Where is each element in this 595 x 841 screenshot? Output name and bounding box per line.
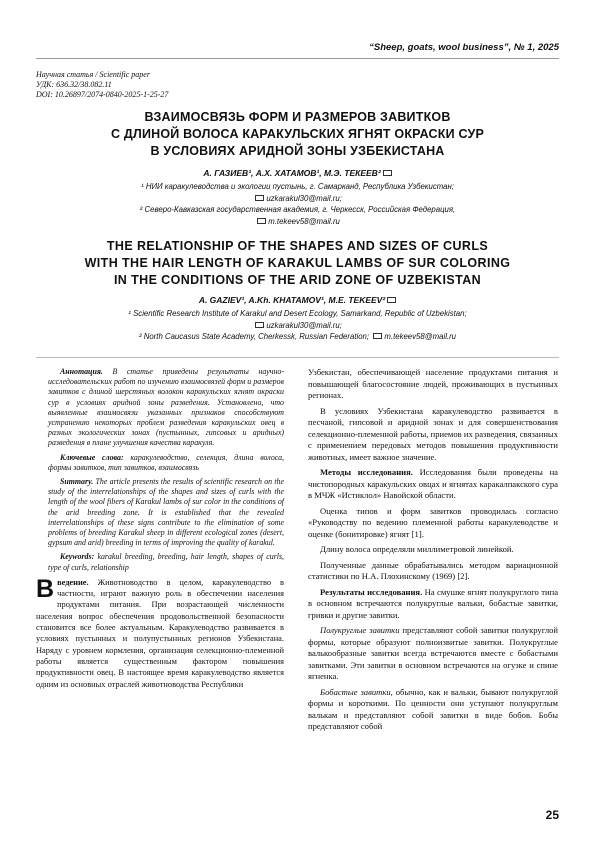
header-rule — [36, 58, 559, 59]
affiliation-line: ² North Caucasus State Academy, Cherkessk, Russian Federation; — [138, 332, 370, 341]
results-paragraph: Результаты исследования. На смушке ягнят полукруглого типа в основном встречаются полукруглые вальки, бобастые завитки, гривки и другие завитки. — [308, 586, 559, 620]
abstract-ru: Аннотация. В статье приведены результаты научно-исследовательских работ по изучению взаимосвязей форм и размеров завитков с длиной шерстяных волокон каракульских ягнят окраски сур в условиях аридной зоны разведения. Установлено, что выявленные взаимосвязи указанных признаков способствуют устранению некоторых проблем разведения каракульских овец в разных экологических зонах (пустынных, гипсовых и аридных) разведения в плане улучшения качества каракуля. — [48, 367, 284, 448]
right-column — [308, 367, 558, 737]
title-en — [36, 238, 559, 289]
title-ru — [36, 109, 559, 160]
mail-icon — [257, 218, 266, 224]
authors-en — [36, 295, 559, 305]
authors-ru-text: А. ГАЗИЕВ¹, А.Х. ХАТАМОВ¹, М.Э. ТЕКЕЕВ² — [203, 168, 381, 178]
title-en-line: THE RELATIONSHIP OF THE SHAPES AND SIZES OF CURLS — [106, 239, 489, 253]
paragraph: Бобастые завитки, обычно, как и вальки, бывают полукруглой формы и короткими. По ценности они уступают полукруглым валькам и представляют собой завитки в виде бобов. Бобы представляют собой — [308, 686, 559, 731]
title-ru-line: В УСЛОВИЯХ АРИДНОЙ ЗОНЫ УЗБЕКИСТАНА — [150, 144, 445, 158]
mail-icon — [255, 195, 264, 201]
methods-paragraph: Методы исследования. Исследования были проведены на чистопородных каракульских овцах и ягнятах каракалпакского сура в МЧЖ «Истиклол» Навойской области. — [308, 467, 558, 500]
affiliation-line: ¹ НИИ каракулеводства и экологии пустынь, г. Самарканд, Республика Узбекистан; — [141, 182, 454, 191]
affiliations-en — [36, 308, 559, 343]
title-ru-line: С ДЛИНОЙ ВОЛОСА КАРАКУЛЬСКИХ ЯГНЯТ ОКРАСКИ СУР — [110, 127, 485, 141]
title-en-line: WITH THE HAIR LENGTH OF KARAKUL LAMBS OF SUR COLORING — [84, 256, 511, 270]
affiliation-line: ¹ Scientific Research Institute of Karakul and Desert Ecology, Samarkand, Republic of Uzbekistan; — [128, 309, 467, 318]
summary-en: Summary. The article presents the results of scientific research on the study of the interrelationships of the shapes and sizes of curls with the length of the wool fibers of Karakul lambs of sur color in the conditions of the arid breeding zone. It is established that the revealed interrelationships of these signs contribute to the elimination of some problems of breeding Karakul sheep in different ecological zones (desert, gypsum and arid) breeding in terms of improving the quality of karakul. — [48, 477, 284, 548]
keywords-en: Keywords: karakul breeding, breeding, hair length, shapes of curls, type of curls, relationship — [48, 552, 284, 572]
keywords-ru: Ключевые слова: каракулеводство, селекция, длина волоса, формы завитков, тип завитков, взаимосвязь — [48, 452, 284, 472]
title-ru-line: ВЗАИМОСВЯЗЬ ФОРМ И РАЗМЕРОВ ЗАВИТКОВ — [144, 110, 451, 124]
email-link[interactable]: uzkarakul30@mail.ru; — [266, 320, 342, 330]
abstract-block — [48, 367, 284, 573]
page-number: 25 — [545, 808, 559, 822]
dropcap: В — [36, 574, 55, 603]
paragraph: Полученные данные обрабатывались методом вариационной статистики по Н.А. Плохинскому (1969) [2]. — [308, 559, 558, 581]
paragraph: Узбекистан, обеспечивающей население продуктами питания и повышающей благосостояние людей, проживающих в пустынных регионах. — [308, 367, 558, 400]
authors-en-text: A. GAZIEV¹, A.Kh. KHATAMOV¹, M.E. TEKEEV² — [198, 295, 386, 305]
mail-icon — [255, 322, 264, 328]
paragraph: Оценка типов и форм завитков проводилась согласно «Руководству по ведению племенной работы каракулеводстве и оценке (бонитировке) ягнят [1]. — [308, 505, 558, 539]
title-en-line: IN THE CONDITIONS OF THE ARID ZONE OF UZBEKISTAN — [113, 273, 482, 287]
email-link[interactable]: uzkarakul30@mail.ru; — [266, 193, 342, 203]
article-type: Научная статья / Scientific paper — [36, 70, 150, 79]
authors-ru — [36, 168, 559, 178]
mail-icon — [373, 333, 382, 339]
journal-header: “Sheep, goats, wool business”, № 1, 2025 — [369, 42, 559, 53]
paragraph: Полукруглые завитки представляют собой завитки полукруглой формы, которые образуют полноизвитые завитки. Полукруглые валькообразные завитки всегда встречаются вместе с бобастыми завитками. Эти завитки в основном встречаются на огузке и спине ягненка. — [308, 625, 558, 681]
affiliation-line: ² Северо-Кавказская государственная академия, г. Черкесск, Российская Федерация, — [139, 205, 456, 214]
paragraph: Длину волоса определяли миллиметровой линейкой. — [320, 544, 514, 554]
udk: УДК: 636.32/38.082.11 — [36, 80, 112, 89]
affiliations-ru — [36, 181, 559, 227]
left-column — [36, 367, 284, 694]
article-meta — [36, 70, 168, 100]
introduction: Введение. Животноводство в целом, каракулеводство в частности, играют важную роль в обеспечении населения продуктами питания. При возрастающей численности населения вопрос обеспечения продовольственной безопасности становится все более актуальным. Каракулеводство развивается в условиях пустынных и полупустынных регионов Узбекистана. Наряду с уровнем кормления, организация селекционно-племенной работы является существенным фактором повышения продуктивности овец. В настоящее время каракулеводство является одним из основных отраслей животноводства Республики — [36, 574, 284, 689]
email-link[interactable]: m.tekeev58@mail.ru — [384, 332, 457, 341]
section-divider — [36, 357, 559, 358]
paragraph: В условиях Узбекистана каракулеводство развивается в песчаной, гипсовой и аридной зонах и для совершенствования селекционно-племенной работы, приемов их разведения, связанных с применением передовых методов повышения продуктивности животных, имеет важное значение. — [308, 405, 558, 462]
doi: DOI: 10.26897/2074-0840-2025-1-25-27 — [36, 90, 169, 99]
mail-icon — [387, 297, 396, 303]
mail-icon — [383, 170, 392, 176]
email-link[interactable]: m.tekeev58@mail.ru — [268, 216, 340, 226]
